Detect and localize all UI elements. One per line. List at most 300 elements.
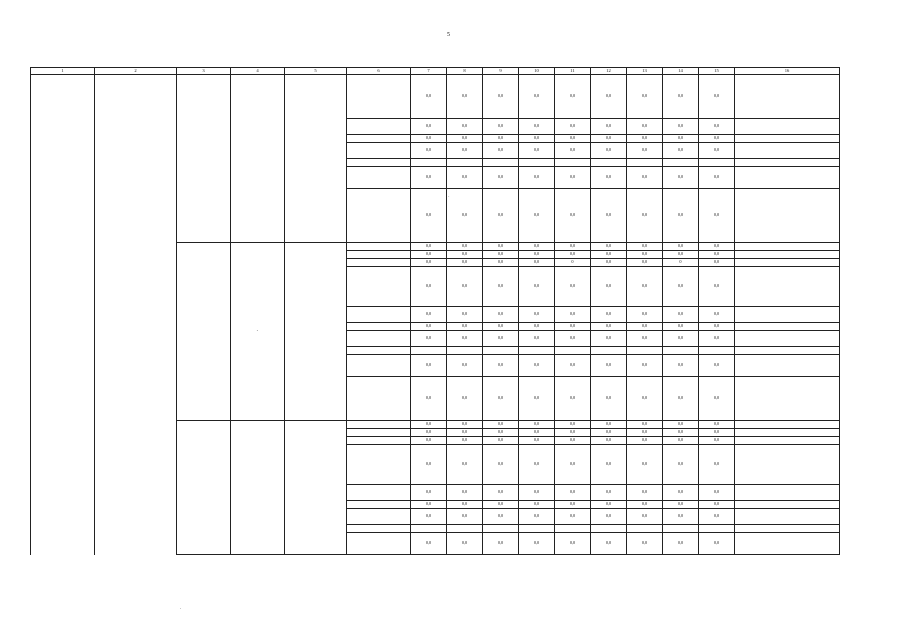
funding-source-label bbox=[347, 135, 411, 143]
value-cell: 0,0 bbox=[627, 331, 663, 347]
value-cell: 0,0 bbox=[663, 243, 699, 251]
value-cell: 0,0 bbox=[555, 189, 591, 243]
value-cell: 0,0 bbox=[411, 429, 447, 437]
value-cell: 0,0 bbox=[699, 267, 735, 307]
value-cell: 0,0 bbox=[591, 485, 627, 501]
value-cell: 0,0 bbox=[663, 429, 699, 437]
value-cell: 0,0 bbox=[699, 355, 735, 377]
value-cell: 0,0 bbox=[591, 135, 627, 143]
value-cell: 0,0 bbox=[699, 75, 735, 119]
note-cell bbox=[735, 501, 840, 509]
note-cell bbox=[735, 421, 840, 429]
value-cell: 0,0 bbox=[555, 243, 591, 251]
value-cell: 0,0 bbox=[663, 533, 699, 555]
funding-source-label bbox=[347, 525, 411, 533]
value-cell: 0,0 bbox=[555, 485, 591, 501]
value-cell: 0,0 bbox=[519, 445, 555, 485]
funding-source-label bbox=[347, 437, 411, 445]
note-cell bbox=[735, 525, 840, 533]
funding-source-label bbox=[347, 119, 411, 135]
value-cell: 0,0 bbox=[555, 509, 591, 525]
value-cell: 0,0 bbox=[555, 75, 591, 119]
value-cell: 0,0 bbox=[519, 501, 555, 509]
value-cell: 0,0 bbox=[555, 445, 591, 485]
value-cell: 0,0 bbox=[663, 75, 699, 119]
value-cell: 0,0 bbox=[483, 143, 519, 159]
column-number: 8 bbox=[447, 68, 483, 75]
funding-source-label bbox=[347, 445, 411, 485]
value-cell: 0,0 bbox=[627, 485, 663, 501]
header-row bbox=[31, 68, 840, 75]
value-cell: 0,0 bbox=[447, 267, 483, 307]
value-cell bbox=[627, 159, 663, 167]
value-cell: 0,0 bbox=[483, 189, 519, 243]
column-number: 13 bbox=[627, 68, 663, 75]
page-number: 5 bbox=[447, 32, 450, 38]
value-cell: 0,0 bbox=[699, 323, 735, 331]
column-number: 15 bbox=[699, 68, 735, 75]
funding-source-label bbox=[347, 355, 411, 377]
cell-coexecutor bbox=[231, 75, 285, 243]
note-cell bbox=[735, 533, 840, 555]
value-cell: 0,0 bbox=[627, 509, 663, 525]
value-cell: 0,0 bbox=[627, 533, 663, 555]
value-cell: 0,0 bbox=[699, 445, 735, 485]
value-cell: 0,0 bbox=[591, 189, 627, 243]
value-cell: 0,0 bbox=[411, 307, 447, 323]
value-cell: 0,0 bbox=[483, 75, 519, 119]
value-cell: 0,0 bbox=[447, 509, 483, 525]
value-cell: 0,0 bbox=[627, 437, 663, 445]
funding-source-label bbox=[347, 533, 411, 555]
value-cell: 0,0 bbox=[699, 377, 735, 421]
note-cell bbox=[735, 509, 840, 525]
value-cell: 0,0 bbox=[591, 167, 627, 189]
value-cell: 0,0 bbox=[591, 267, 627, 307]
value-cell: 0,0 bbox=[411, 119, 447, 135]
value-cell bbox=[411, 525, 447, 533]
value-cell: 0,0 bbox=[447, 445, 483, 485]
value-cell: 0,0 bbox=[627, 501, 663, 509]
value-cell: 0,0 bbox=[663, 355, 699, 377]
value-cell: 0,0 bbox=[627, 355, 663, 377]
note-cell bbox=[735, 167, 840, 189]
value-cell: 0,0 bbox=[591, 251, 627, 259]
column-number: 2 bbox=[95, 68, 177, 75]
column-number: 10 bbox=[519, 68, 555, 75]
value-cell: 0,0 bbox=[591, 143, 627, 159]
value-cell: 0,0 bbox=[627, 167, 663, 189]
value-cell: 0,0 bbox=[483, 421, 519, 429]
note-cell bbox=[735, 143, 840, 159]
value-cell: 0,0 bbox=[519, 75, 555, 119]
value-cell: 0,0 bbox=[519, 307, 555, 323]
value-cell bbox=[519, 347, 555, 355]
value-cell bbox=[411, 159, 447, 167]
value-cell: 0,0 bbox=[483, 485, 519, 501]
value-cell bbox=[627, 347, 663, 355]
value-cell: 0,0 bbox=[411, 167, 447, 189]
value-cell bbox=[483, 347, 519, 355]
cell-responsible bbox=[177, 75, 231, 243]
value-cell: 0,0 bbox=[699, 501, 735, 509]
value-cell: 0,0 bbox=[627, 243, 663, 251]
value-cell bbox=[483, 525, 519, 533]
value-cell: 0,0 bbox=[411, 243, 447, 251]
value-cell: 0,0 bbox=[699, 437, 735, 445]
value-cell: 0,0 bbox=[483, 331, 519, 347]
column-number: 11 bbox=[555, 68, 591, 75]
column-number: 4 bbox=[231, 68, 285, 75]
note-cell bbox=[735, 377, 840, 421]
value-cell: 0,0 bbox=[519, 485, 555, 501]
cell-participant bbox=[285, 421, 347, 555]
value-cell: 0,0 bbox=[627, 119, 663, 135]
value-cell: 0,0 bbox=[411, 331, 447, 347]
note-cell bbox=[735, 267, 840, 307]
value-cell: 0,0 bbox=[519, 421, 555, 429]
value-cell: 0,0 bbox=[663, 119, 699, 135]
value-cell: 0,0 bbox=[627, 135, 663, 143]
value-cell: 0,0 bbox=[555, 429, 591, 437]
value-cell: 0,0 bbox=[591, 437, 627, 445]
cell-coexecutor: - bbox=[231, 243, 285, 421]
value-cell: 0,0 bbox=[591, 331, 627, 347]
value-cell: 0,0 bbox=[447, 307, 483, 323]
value-cell: 0,0 bbox=[555, 323, 591, 331]
value-cell: 0,0 bbox=[663, 135, 699, 143]
note-cell bbox=[735, 189, 840, 243]
value-cell: 0,0 bbox=[591, 509, 627, 525]
value-cell: 0,0 bbox=[519, 509, 555, 525]
value-cell: 0,0 bbox=[447, 143, 483, 159]
value-cell: 0,0 bbox=[591, 429, 627, 437]
value-cell: 0,0 bbox=[591, 445, 627, 485]
value-cell: 0,0 bbox=[627, 323, 663, 331]
value-cell: 0,0 bbox=[411, 437, 447, 445]
value-cell: 0,0 bbox=[591, 307, 627, 323]
funding-source-label bbox=[347, 323, 411, 331]
value-cell: 0,0 bbox=[663, 485, 699, 501]
value-cell: 0,0 bbox=[663, 251, 699, 259]
value-cell: 0,0 bbox=[627, 429, 663, 437]
value-cell: 0,0 bbox=[411, 135, 447, 143]
value-cell: 0,0 bbox=[591, 323, 627, 331]
value-cell: 0,0 bbox=[663, 421, 699, 429]
value-cell: 0,0 bbox=[555, 267, 591, 307]
value-cell: 0,0 bbox=[411, 251, 447, 259]
value-cell: 0,0 bbox=[483, 243, 519, 251]
funding-source-label bbox=[347, 243, 411, 251]
value-cell: 0,0 bbox=[699, 251, 735, 259]
value-cell: 0,0 bbox=[591, 355, 627, 377]
value-cell bbox=[483, 159, 519, 167]
value-cell: 0,0 bbox=[627, 377, 663, 421]
note-cell bbox=[735, 75, 840, 119]
cell-number bbox=[31, 243, 95, 421]
scan-mark: . bbox=[180, 606, 182, 611]
note-cell bbox=[735, 347, 840, 355]
value-cell: 0,0 bbox=[663, 377, 699, 421]
value-cell: 0,0 bbox=[555, 421, 591, 429]
value-cell: 0,0 bbox=[519, 323, 555, 331]
value-cell: 0,0 bbox=[447, 377, 483, 421]
value-cell bbox=[411, 347, 447, 355]
value-cell: 0,0 bbox=[591, 75, 627, 119]
value-cell: 0,0 bbox=[483, 445, 519, 485]
cell-participant bbox=[285, 75, 347, 243]
funding-source-label bbox=[347, 259, 411, 267]
value-cell: 0,0 bbox=[447, 501, 483, 509]
value-cell: 0,0 bbox=[555, 501, 591, 509]
note-cell bbox=[735, 243, 840, 251]
value-cell: 0,0 bbox=[519, 267, 555, 307]
value-cell bbox=[519, 159, 555, 167]
funding-source-label bbox=[347, 267, 411, 307]
value-cell: 0,0 bbox=[483, 509, 519, 525]
value-cell: 0,0 bbox=[411, 533, 447, 555]
value-cell: 0,0 bbox=[519, 119, 555, 135]
column-number: 12 bbox=[591, 68, 627, 75]
value-cell: 0,0 bbox=[447, 485, 483, 501]
value-cell bbox=[591, 347, 627, 355]
value-cell: 0,0 bbox=[519, 189, 555, 243]
value-cell: 0,0 bbox=[627, 143, 663, 159]
value-cell: 0,0 bbox=[447, 251, 483, 259]
value-cell: 0,0 bbox=[627, 421, 663, 429]
value-cell: 0,0 bbox=[411, 509, 447, 525]
value-cell: 0 bbox=[663, 259, 699, 267]
note-cell bbox=[735, 485, 840, 501]
value-cell: 0,0 bbox=[483, 259, 519, 267]
value-cell bbox=[447, 525, 483, 533]
value-cell: 0,0 bbox=[519, 533, 555, 555]
value-cell bbox=[519, 525, 555, 533]
value-cell: 0,0 bbox=[663, 331, 699, 347]
column-number: 1 bbox=[31, 68, 95, 75]
value-cell: 0,0 bbox=[627, 445, 663, 485]
value-cell: 0,0 bbox=[483, 429, 519, 437]
value-cell bbox=[591, 525, 627, 533]
value-cell: 0,0 bbox=[411, 485, 447, 501]
cell-responsible bbox=[177, 421, 231, 555]
value-cell: 0,0 bbox=[447, 533, 483, 555]
value-cell: 0,0 bbox=[447, 355, 483, 377]
cell-number bbox=[31, 75, 95, 243]
value-cell: 0,0 bbox=[447, 167, 483, 189]
note-cell bbox=[735, 445, 840, 485]
value-cell: 0,0 bbox=[663, 323, 699, 331]
column-number: 7 bbox=[411, 68, 447, 75]
value-cell: 0,0 bbox=[591, 119, 627, 135]
value-cell: 0,0 bbox=[411, 377, 447, 421]
value-cell: 0,0 bbox=[411, 501, 447, 509]
value-cell: 0,0 bbox=[519, 167, 555, 189]
value-cell: 0,0 bbox=[699, 485, 735, 501]
value-cell: 0,0 bbox=[411, 355, 447, 377]
value-cell: 0,0 bbox=[555, 119, 591, 135]
value-cell: 0,0 bbox=[699, 307, 735, 323]
value-cell: 0,0 bbox=[663, 445, 699, 485]
value-cell: 0,0 bbox=[447, 429, 483, 437]
value-cell: 0,0 bbox=[447, 119, 483, 135]
value-cell: 0,0 bbox=[447, 135, 483, 143]
value-cell: 0,0 bbox=[663, 501, 699, 509]
value-cell: 0,0 bbox=[555, 143, 591, 159]
value-cell: 0,0 bbox=[591, 533, 627, 555]
value-cell bbox=[447, 347, 483, 355]
column-number: 3 bbox=[177, 68, 231, 75]
funding-source-label bbox=[347, 143, 411, 159]
value-cell bbox=[663, 159, 699, 167]
value-cell: 0,0 bbox=[483, 437, 519, 445]
value-cell: 0,0 bbox=[627, 189, 663, 243]
value-cell: 0,0 bbox=[483, 167, 519, 189]
value-cell: 0,0 bbox=[447, 259, 483, 267]
value-cell: 0,0 bbox=[663, 267, 699, 307]
value-cell: 0,0 bbox=[519, 331, 555, 347]
value-cell: 0,0 bbox=[411, 75, 447, 119]
value-cell: 0,0 bbox=[555, 533, 591, 555]
value-cell: 0,0 bbox=[483, 307, 519, 323]
column-number: 16 bbox=[735, 68, 840, 75]
value-cell: 0,0 bbox=[483, 533, 519, 555]
cell-responsible bbox=[177, 243, 231, 421]
value-cell: 0,0 bbox=[519, 135, 555, 143]
value-cell: 0,0 bbox=[663, 143, 699, 159]
value-cell: 0,0 bbox=[663, 167, 699, 189]
funding-source-label bbox=[347, 167, 411, 189]
table-row bbox=[31, 243, 840, 251]
table-row bbox=[31, 421, 840, 429]
note-cell bbox=[735, 251, 840, 259]
cell-indicator bbox=[95, 421, 177, 555]
value-cell: 0,0 bbox=[555, 377, 591, 421]
column-number: 6 bbox=[347, 68, 411, 75]
value-cell: 0,0 bbox=[627, 307, 663, 323]
value-cell: 0,0 bbox=[663, 509, 699, 525]
value-cell: 0,0 bbox=[519, 259, 555, 267]
value-cell bbox=[555, 525, 591, 533]
value-cell: 0,0 bbox=[591, 421, 627, 429]
value-cell: 0,0 bbox=[447, 189, 483, 243]
note-cell bbox=[735, 135, 840, 143]
cell-participant bbox=[285, 243, 347, 421]
note-cell bbox=[735, 307, 840, 323]
note-cell bbox=[735, 323, 840, 331]
budget-table bbox=[30, 67, 840, 555]
value-cell bbox=[699, 525, 735, 533]
value-cell: 0,0 bbox=[483, 119, 519, 135]
funding-source-label bbox=[347, 501, 411, 509]
column-number: 14 bbox=[663, 68, 699, 75]
value-cell bbox=[699, 159, 735, 167]
funding-source-label bbox=[347, 485, 411, 501]
value-cell: 0,0 bbox=[699, 135, 735, 143]
value-cell: 0,0 bbox=[699, 421, 735, 429]
value-cell: 0,0 bbox=[411, 445, 447, 485]
value-cell: 0,0 bbox=[555, 331, 591, 347]
value-cell: 0,0 bbox=[555, 135, 591, 143]
value-cell: 0,0 bbox=[519, 143, 555, 159]
value-cell: 0,0 bbox=[483, 355, 519, 377]
value-cell: 0,0 bbox=[411, 189, 447, 243]
cell-indicator bbox=[95, 243, 177, 421]
value-cell: 0 bbox=[555, 259, 591, 267]
funding-source-label bbox=[347, 251, 411, 259]
value-cell: 0,0 bbox=[483, 267, 519, 307]
note-cell bbox=[735, 119, 840, 135]
cell-coexecutor bbox=[231, 421, 285, 555]
value-cell: 0,0 bbox=[447, 421, 483, 429]
value-cell bbox=[699, 347, 735, 355]
value-cell: 0,0 bbox=[627, 75, 663, 119]
note-cell bbox=[735, 159, 840, 167]
value-cell: 0,0 bbox=[663, 307, 699, 323]
value-cell bbox=[663, 347, 699, 355]
value-cell: 0,0 bbox=[519, 429, 555, 437]
funding-source-label bbox=[347, 429, 411, 437]
value-cell: 0,0 bbox=[519, 251, 555, 259]
value-cell: 0,0 bbox=[447, 75, 483, 119]
funding-source-label bbox=[347, 377, 411, 421]
value-cell: 0,0 bbox=[555, 251, 591, 259]
funding-source-label bbox=[347, 331, 411, 347]
value-cell: 0,0 bbox=[411, 267, 447, 307]
value-cell bbox=[555, 159, 591, 167]
table-row bbox=[31, 75, 840, 119]
value-cell: 0,0 bbox=[699, 143, 735, 159]
value-cell: 0,0 bbox=[591, 501, 627, 509]
value-cell: 0,0 bbox=[555, 307, 591, 323]
value-cell: 0,0 bbox=[627, 267, 663, 307]
value-cell bbox=[555, 347, 591, 355]
value-cell: 0,0 bbox=[555, 167, 591, 189]
value-cell: 0,0 bbox=[447, 323, 483, 331]
value-cell: 0,0 bbox=[411, 143, 447, 159]
note-cell bbox=[735, 259, 840, 267]
note-cell bbox=[735, 429, 840, 437]
value-cell: 0,0 bbox=[411, 323, 447, 331]
value-cell: 0,0 bbox=[519, 377, 555, 421]
value-cell: 0,0 bbox=[483, 377, 519, 421]
value-cell: 0,0 bbox=[699, 429, 735, 437]
funding-source-label bbox=[347, 347, 411, 355]
value-cell: 0,0 bbox=[591, 243, 627, 251]
funding-source-label bbox=[347, 307, 411, 323]
value-cell: 0,0 bbox=[555, 437, 591, 445]
value-cell: 0,0 bbox=[447, 331, 483, 347]
column-number: 5 bbox=[285, 68, 347, 75]
value-cell: 0,0 bbox=[591, 377, 627, 421]
value-cell: 0,0 bbox=[699, 243, 735, 251]
column-number: 9 bbox=[483, 68, 519, 75]
value-cell: 0,0 bbox=[699, 533, 735, 555]
value-cell: 0,0 bbox=[447, 437, 483, 445]
value-cell: 0,0 bbox=[627, 259, 663, 267]
value-cell: 0,0 bbox=[663, 437, 699, 445]
value-cell: 0,0 bbox=[555, 355, 591, 377]
value-cell: 0,0 bbox=[411, 259, 447, 267]
value-cell: 0,0 bbox=[699, 331, 735, 347]
value-cell: 0,0 bbox=[519, 355, 555, 377]
value-cell: 0,0 bbox=[483, 323, 519, 331]
value-cell bbox=[663, 525, 699, 533]
value-cell: 0,0 bbox=[699, 167, 735, 189]
value-cell bbox=[591, 159, 627, 167]
value-cell: 0,0 bbox=[663, 189, 699, 243]
funding-source-label bbox=[347, 509, 411, 525]
